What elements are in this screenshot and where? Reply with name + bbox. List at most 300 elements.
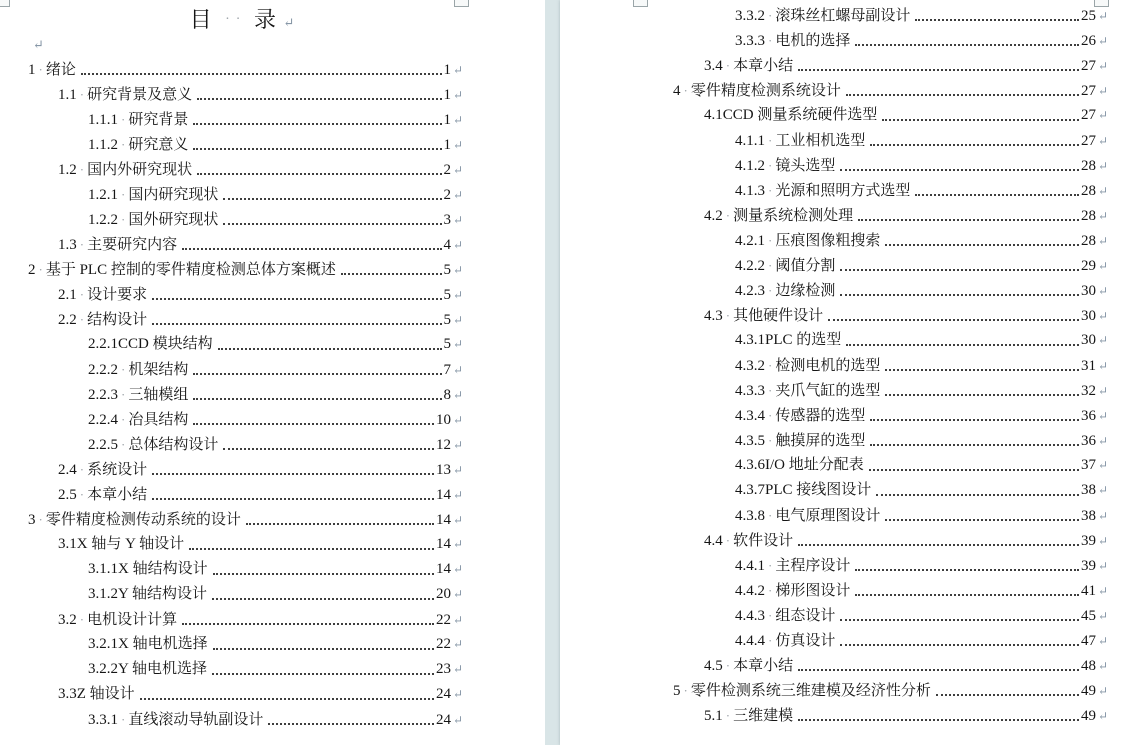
dot-leader [212, 673, 434, 675]
dot-leader [182, 248, 441, 250]
space-mark: · [121, 437, 126, 452]
paragraph-mark-icon: ↵ [1098, 209, 1109, 223]
space-mark: · [121, 412, 126, 427]
entry-title: 仿真设计 [775, 633, 836, 649]
paragraph-mark-icon: ↵ [453, 188, 464, 202]
toc-entry[interactable] [0, 82, 545, 107]
space-mark: · [725, 533, 731, 548]
entry-page: 24 [436, 712, 451, 728]
entry-page: 36 [1081, 433, 1096, 449]
space-mark: · [38, 262, 43, 277]
paragraph-mark-icon: ↵ [453, 363, 464, 377]
entry-number: 1.2 [58, 162, 77, 178]
entry-title: X 轴与 Y 轴设计 [76, 536, 185, 552]
toc-entry[interactable] [560, 403, 1137, 428]
toc-entry[interactable] [0, 482, 545, 507]
entry-title: 国内外研究现状 [87, 162, 193, 178]
entry-title: PLC 的选型 [765, 332, 842, 348]
toc-entry[interactable] [0, 657, 545, 682]
entry-page: 27 [1081, 83, 1096, 99]
dot-leader [840, 269, 1079, 271]
dot-leader [189, 548, 434, 550]
dot-leader [213, 648, 434, 650]
entry-title: 直线滚动导轨副设计 [128, 712, 264, 728]
toc-entry[interactable] [560, 503, 1137, 528]
toc-entry[interactable] [0, 607, 545, 632]
entry-title: 本章小结 [733, 58, 794, 74]
paragraph-mark-icon: ↵ [1098, 559, 1109, 573]
entry-title: 测量系统检测处理 [733, 208, 854, 224]
paragraph-mark-icon: ↵ [1098, 184, 1109, 198]
entry-number: 1.3 [58, 237, 77, 253]
entry-title: X 轴结构设计 [118, 561, 208, 577]
entry-number: 2.5 [58, 487, 77, 503]
toc-entry[interactable] [560, 203, 1137, 228]
toc-entry[interactable] [560, 78, 1137, 103]
toc-entry[interactable] [560, 678, 1137, 703]
toc-entry[interactable] [560, 153, 1137, 178]
space-mark: · [121, 137, 126, 152]
entry-number: 4.3.2 [735, 358, 765, 374]
space-mark: · [79, 487, 85, 502]
entry-title: 主要研究内容 [87, 237, 178, 253]
entry-title: 电机设计计算 [87, 612, 178, 628]
space-mark: · [768, 633, 773, 648]
dot-leader [828, 319, 1079, 321]
entry-title: 零件精度检测传动系统的设计 [45, 512, 241, 528]
entry-page: 28 [1081, 158, 1096, 174]
toc-entry[interactable] [0, 157, 545, 182]
entry-number: 2.4 [58, 462, 77, 478]
toc-entry[interactable] [0, 582, 545, 607]
paragraph-mark-icon: ↵ [453, 438, 464, 452]
entry-title: CCD 模块结构 [118, 336, 213, 352]
toc-entry[interactable] [560, 303, 1137, 328]
entry-number: 3.3.3 [735, 33, 765, 49]
entry-number: 5 [673, 683, 681, 699]
toc-title-char-left: 目 [189, 7, 212, 32]
paragraph-mark-icon: ↵ [453, 138, 464, 152]
entry-number: 4.4.4 [735, 633, 765, 649]
toc-entry[interactable] [0, 307, 545, 332]
dot-leader [876, 494, 1079, 496]
page-right [560, 0, 1137, 745]
dot-leader [870, 144, 1079, 146]
entry-page: 23 [436, 661, 451, 677]
entry-title: 国内研究现状 [128, 187, 219, 203]
space-mark: · [725, 208, 731, 223]
entry-number: 3.2.2 [88, 661, 118, 677]
toc-entry[interactable] [0, 707, 545, 732]
paragraph-mark-icon: ↵ [1098, 684, 1109, 698]
entry-title: 基于 PLC 控制的零件精度检测总体方案概述 [45, 262, 336, 278]
entry-page: 38 [1081, 482, 1096, 498]
dot-leader [798, 544, 1079, 546]
entry-page: 22 [436, 612, 451, 628]
entry-number: 2.1 [58, 287, 77, 303]
paragraph-mark-icon: ↵ [1098, 534, 1109, 548]
space-mark: · [79, 237, 85, 252]
space-mark: · [768, 408, 773, 423]
space-mark: · [121, 112, 126, 127]
space-mark: · [768, 183, 773, 198]
entry-page: 22 [436, 636, 451, 652]
toc-entry[interactable] [560, 328, 1137, 353]
space-marks: ·· [225, 12, 247, 27]
paragraph-mark-icon: ↵ [453, 238, 464, 252]
toc-entry[interactable] [560, 278, 1137, 303]
entry-page: 14 [436, 536, 451, 552]
entry-number: 3.3.2 [735, 8, 765, 24]
paragraph-mark-icon: ↵ [1098, 234, 1109, 248]
entry-number: 4.3 [704, 308, 723, 324]
entry-number: 4.4.2 [735, 583, 765, 599]
dot-leader [193, 398, 441, 400]
entry-page: 1 [443, 62, 451, 78]
entry-title: Z 轴设计 [76, 686, 135, 702]
entry-page: 14 [436, 487, 451, 503]
dot-leader [840, 294, 1079, 296]
paragraph-mark-icon: ↵ [453, 388, 464, 402]
paragraph-mark-icon: ↵ [453, 513, 464, 527]
space-mark: · [121, 387, 126, 402]
entry-title: 检测电机的选型 [775, 358, 881, 374]
entry-number: 4.1.3 [735, 183, 765, 199]
toc-list-left [0, 57, 545, 732]
paragraph-mark-icon: ↵ [1098, 134, 1109, 148]
paragraph-mark-icon: ↵ [453, 88, 464, 102]
space-mark: · [79, 312, 85, 327]
entry-number: 2.2.5 [88, 437, 118, 453]
dot-leader [140, 698, 434, 700]
space-mark: · [768, 608, 773, 623]
entry-page: 13 [436, 462, 451, 478]
entry-title: 电机的选择 [775, 33, 851, 49]
dot-leader [870, 444, 1079, 446]
toc-entry[interactable] [0, 682, 545, 707]
entry-title: 工业相机选型 [775, 133, 866, 149]
entry-page: 29 [1081, 258, 1096, 274]
entry-number: 1.1.1 [88, 112, 118, 128]
paragraph-mark-icon: ↵ [453, 687, 464, 701]
paragraph-mark-icon: ↵ [1098, 483, 1109, 497]
entry-page: 24 [436, 686, 451, 702]
paragraph-mark-icon: ↵ [453, 613, 464, 627]
entry-page: 28 [1081, 233, 1096, 249]
paragraph-mark-icon: ↵ [453, 413, 464, 427]
entry-title: 国外研究现状 [128, 212, 219, 228]
space-mark: · [768, 508, 773, 523]
dot-leader [858, 219, 1079, 221]
dot-leader [840, 169, 1079, 171]
dot-leader [193, 373, 441, 375]
dot-leader [268, 723, 434, 725]
toc-entry[interactable] [0, 357, 545, 382]
page-gap [545, 0, 560, 745]
toc-entry[interactable] [560, 353, 1137, 378]
toc-entry[interactable] [560, 528, 1137, 553]
entry-number: 4.2.2 [735, 258, 765, 274]
toc-entry[interactable] [0, 382, 545, 407]
dot-leader [846, 94, 1079, 96]
paragraph-mark-icon: ↵ [1098, 159, 1109, 173]
dot-leader [846, 344, 1079, 346]
entry-title: 研究意义 [128, 137, 189, 153]
paragraph-mark-icon: ↵ [1098, 384, 1109, 398]
paragraph-mark-icon: ↵ [1098, 709, 1109, 723]
paragraph-mark-icon: ↵ [1098, 259, 1109, 273]
entry-page: 5 [443, 262, 451, 278]
dot-leader [213, 573, 434, 575]
entry-title: 其他硬件设计 [733, 308, 824, 324]
entry-title: PLC 接线图设计 [765, 482, 872, 498]
crop-mark [1094, 0, 1109, 7]
entry-page: 28 [1081, 183, 1096, 199]
page-left [0, 0, 545, 745]
entry-page: 38 [1081, 508, 1096, 524]
entry-page: 5 [443, 336, 451, 352]
entry-page: 47 [1081, 633, 1096, 649]
entry-title: 研究背景及意义 [87, 87, 193, 103]
paragraph-mark-icon: ↵ [453, 113, 464, 127]
space-mark: · [121, 712, 126, 727]
entry-title: 零件精度检测系统设计 [690, 83, 841, 99]
dot-leader [798, 719, 1079, 721]
entry-number: 2.2.1 [88, 336, 118, 352]
entry-page: 1 [443, 137, 451, 153]
toc-entry[interactable] [0, 132, 545, 157]
entry-page: 14 [436, 512, 451, 528]
space-mark: · [768, 383, 773, 398]
entry-title: 梯形图设计 [775, 583, 851, 599]
paragraph-mark-icon: ↵ [1098, 359, 1109, 373]
entry-page: 26 [1081, 33, 1096, 49]
toc-entry[interactable] [0, 207, 545, 232]
space-mark: · [38, 512, 43, 527]
entry-page: 27 [1081, 107, 1096, 123]
toc-entry[interactable] [560, 428, 1137, 453]
space-mark: · [725, 658, 731, 673]
entry-page: 28 [1081, 208, 1096, 224]
dot-leader [218, 348, 442, 350]
space-mark: · [768, 258, 773, 273]
dot-leader [840, 619, 1079, 621]
toc-entry[interactable] [0, 257, 545, 282]
entry-title: 三维建模 [733, 708, 794, 724]
space-mark: · [725, 58, 731, 73]
toc-entry[interactable] [0, 107, 545, 132]
paragraph-mark-icon: ↵ [1098, 609, 1109, 623]
dot-leader [798, 69, 1079, 71]
entry-title: 镜头选型 [775, 158, 836, 174]
entry-title: 绪论 [45, 62, 76, 78]
entry-number: 1.1.2 [88, 137, 118, 153]
toc-entry[interactable] [560, 28, 1137, 53]
paragraph-mark-icon: ↵ [1098, 108, 1109, 122]
entry-page: 37 [1081, 457, 1096, 473]
entry-page: 12 [436, 437, 451, 453]
paragraph-mark-icon: ↵ [453, 562, 464, 576]
entry-title: 压痕图像粗搜索 [775, 233, 881, 249]
entry-title: 组态设计 [775, 608, 836, 624]
entry-number: 4.4 [704, 533, 723, 549]
entry-number: 1 [28, 62, 36, 78]
entry-number: 4.4.1 [735, 558, 765, 574]
toc-entry[interactable] [560, 178, 1137, 203]
toc-entry[interactable] [560, 378, 1137, 403]
space-mark: · [768, 433, 773, 448]
toc-entry[interactable] [560, 53, 1137, 78]
entry-title: Y 轴结构设计 [118, 586, 208, 602]
entry-title: 滚珠丝杠螺母副设计 [775, 8, 911, 24]
paragraph-mark-icon: ↵ [453, 662, 464, 676]
toc-entry[interactable] [560, 603, 1137, 628]
paragraph-mark-icon: ↵ [1098, 434, 1109, 448]
entry-title: CCD 测量系统硬件选型 [722, 107, 878, 123]
space-mark: · [683, 83, 688, 98]
entry-page: 30 [1081, 308, 1096, 324]
entry-number: 1.2.1 [88, 187, 118, 203]
paragraph-mark-icon: ↵ [1098, 9, 1109, 23]
dot-leader [869, 469, 1079, 471]
toc-entry[interactable] [0, 557, 545, 582]
paragraph-mark-icon: ↵ [453, 163, 464, 177]
entry-number: 4.2 [704, 208, 723, 224]
toc-entry[interactable] [560, 478, 1137, 503]
entry-number: 3.1.1 [88, 561, 118, 577]
paragraph-mark-icon: ↵ [1098, 333, 1109, 347]
paragraph-mark-icon: ↵ [1098, 659, 1109, 673]
toc-entry[interactable] [0, 282, 545, 307]
entry-number: 3.2.1 [88, 636, 118, 652]
crop-mark [0, 0, 10, 7]
toc-entry[interactable] [0, 507, 545, 532]
toc-entry[interactable] [560, 553, 1137, 578]
dot-leader [798, 669, 1079, 671]
toc-entry[interactable] [0, 432, 545, 457]
entry-number: 4.4.3 [735, 608, 765, 624]
entry-number: 3.3.1 [88, 712, 118, 728]
toc-entry[interactable] [560, 703, 1137, 728]
entry-number: 2.2.2 [88, 362, 118, 378]
space-mark: · [79, 87, 85, 102]
toc-title [28, 3, 456, 33]
dot-leader [223, 198, 441, 200]
space-mark: · [79, 162, 85, 177]
toc-list-right [560, 3, 1137, 728]
space-mark: · [768, 558, 773, 573]
entry-page: 3 [443, 212, 451, 228]
toc-entry[interactable] [0, 532, 545, 557]
toc-entry[interactable] [0, 182, 545, 207]
toc-entry[interactable] [560, 578, 1137, 603]
space-mark: · [768, 358, 773, 373]
entry-number: 5.1 [704, 708, 723, 724]
dot-leader [915, 19, 1079, 21]
entry-number: 1.2.2 [88, 212, 118, 228]
paragraph-mark-icon: ↵ [1098, 634, 1109, 648]
entry-number: 4.1.1 [735, 133, 765, 149]
toc-entry[interactable] [0, 332, 545, 357]
space-mark: · [79, 612, 85, 627]
dot-leader [882, 119, 1079, 121]
entry-number: 2.2.3 [88, 387, 118, 403]
entry-page: 4 [443, 237, 451, 253]
dot-leader [936, 694, 1079, 696]
empty-paragraph [31, 36, 44, 56]
paragraph-mark-icon: ↵ [1098, 284, 1109, 298]
dot-leader [152, 323, 441, 325]
entry-title: 光源和照明方式选型 [775, 183, 911, 199]
entry-page: 27 [1081, 133, 1096, 149]
dot-leader [915, 194, 1079, 196]
toc-entry[interactable] [560, 128, 1137, 153]
entry-page: 2 [443, 187, 451, 203]
paragraph-mark-icon: ↵ [453, 263, 464, 277]
space-mark: · [768, 158, 773, 173]
entry-number: 2 [28, 262, 36, 278]
entry-number: 4 [673, 83, 681, 99]
entry-number: 4.2.3 [735, 283, 765, 299]
toc-entry[interactable] [560, 103, 1137, 128]
dot-leader [212, 598, 434, 600]
entry-page: 5 [443, 312, 451, 328]
toc-entry[interactable] [560, 228, 1137, 253]
entry-number: 4.2.1 [735, 233, 765, 249]
entry-number: 3.1 [58, 536, 77, 552]
toc-entry[interactable] [0, 232, 545, 257]
dot-leader [152, 498, 434, 500]
toc-entry[interactable] [0, 57, 545, 82]
entry-title: 研究背景 [128, 112, 189, 128]
toc-entry[interactable] [560, 253, 1137, 278]
entry-page: 14 [436, 561, 451, 577]
entry-title: 设计要求 [87, 287, 148, 303]
toc-entry[interactable] [0, 407, 545, 432]
space-mark: · [768, 33, 773, 48]
entry-page: 1 [443, 87, 451, 103]
entry-title: Y 轴电机选择 [118, 661, 208, 677]
toc-entry[interactable] [0, 632, 545, 657]
toc-entry[interactable] [0, 457, 545, 482]
paragraph-mark-icon: ↵ [453, 463, 464, 477]
toc-title-char-right: 录 [253, 7, 276, 32]
entry-page: 25 [1081, 8, 1096, 24]
entry-page: 32 [1081, 383, 1096, 399]
entry-number: 4.1.2 [735, 158, 765, 174]
entry-number: 4.3.7 [735, 482, 765, 498]
space-mark: · [79, 462, 85, 477]
dot-leader [223, 223, 441, 225]
entry-number: 4.3.5 [735, 433, 765, 449]
entry-number: 2.2 [58, 312, 77, 328]
toc-entry[interactable] [560, 453, 1137, 478]
entry-title: 系统设计 [87, 462, 148, 478]
dot-leader [152, 298, 441, 300]
paragraph-mark-icon: ↵ [1098, 59, 1109, 73]
dot-leader [182, 623, 434, 625]
entry-page: 39 [1081, 533, 1096, 549]
toc-entry[interactable] [560, 628, 1137, 653]
dot-leader [193, 148, 441, 150]
entry-page: 10 [436, 412, 451, 428]
paragraph-mark-icon: ↵ [453, 587, 464, 601]
entry-title: 零件检测系统三维建模及经济性分析 [690, 683, 931, 699]
paragraph-mark-icon: ↵ [453, 213, 464, 227]
dot-leader [885, 519, 1079, 521]
toc-entry[interactable] [560, 653, 1137, 678]
space-mark: · [725, 308, 731, 323]
